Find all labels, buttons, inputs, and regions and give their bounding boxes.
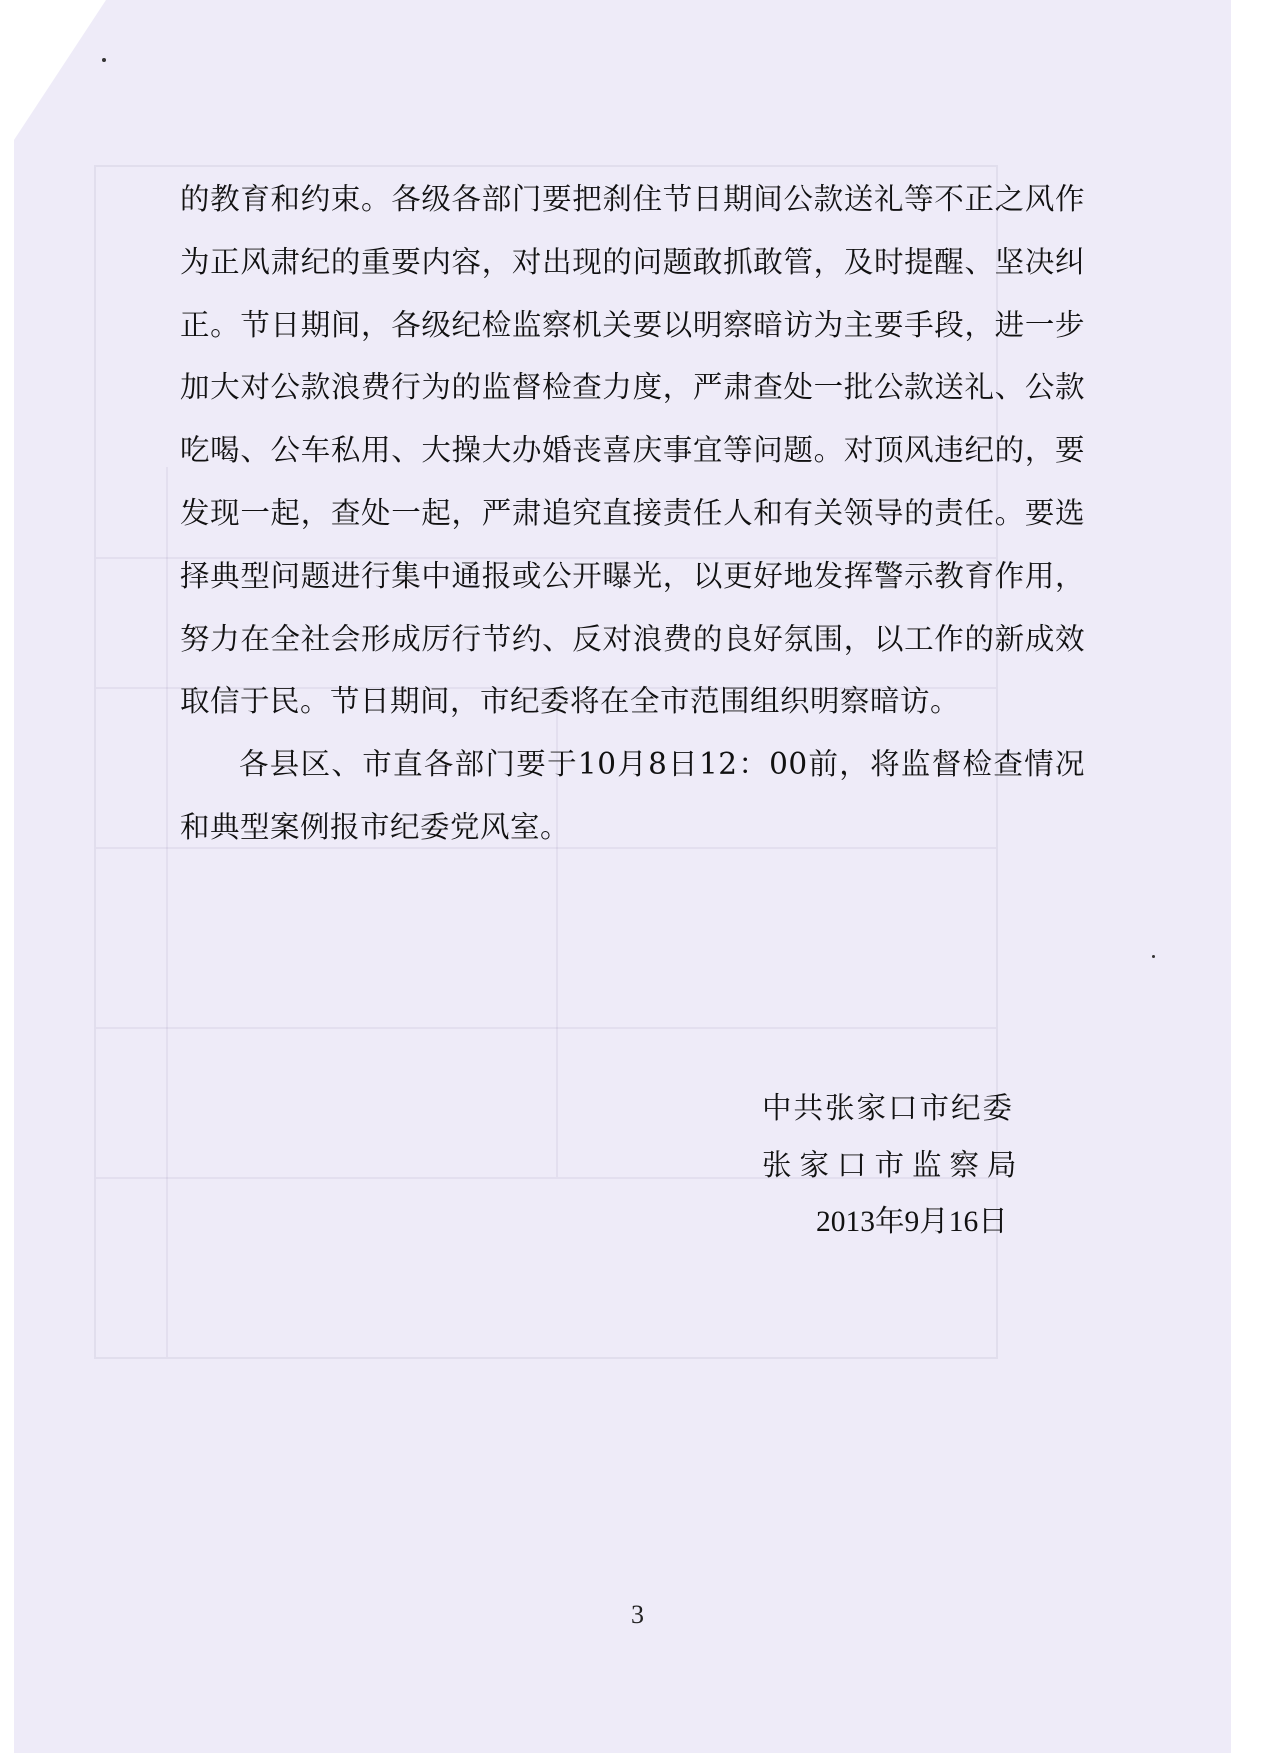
scan-speck [1152,955,1155,958]
signing-organization-2: 张家口市监察局 [762,1148,1025,1182]
signing-organization-1: 中共张家口市纪委 [762,1091,1015,1125]
scan-edge [1231,0,1257,1753]
signing-date: 2013年9月16日 [816,1206,1008,1238]
page-number: 3 [631,1600,644,1629]
body-paragraph-1: 的教育和约束。各级各部门要把刹住节日期间公款送礼等不正之风作为正风肃纪的重要内容，对出现的问题敢抓敢管，及时提醒、坚决纠正。节日期间，各级纪检监察机关要以明察暗访为主要手段，进一步加大对公款浪费行为的监督检查力度，严肃查处一批公款送礼、公款吃喝、公车私用、大操大办婚丧喜庆事宜等问题。对顶风违纪的，要发现一起，查处一起，严肃追究直接责任人和有关领导的责任。要选择典型问题进行集中通报或公开曝光，以更好地发挥警示教育作用，努力在全社会形成厉行节约、反对浪费的良好氛围，以工作的新成效取信于民。节日期间，市纪委将在全市范围组织明察暗访。 [180,182,1085,719]
scan-speck [102,58,106,62]
folded-corner [14,0,106,140]
signature-block [762,1080,1082,1251]
body-text [180,168,1085,859]
body-paragraph-2: 各县区、市直各部门要于10月8日12：00前，将监督检查情况和典型案例报市纪委党风室。 [180,747,1085,844]
